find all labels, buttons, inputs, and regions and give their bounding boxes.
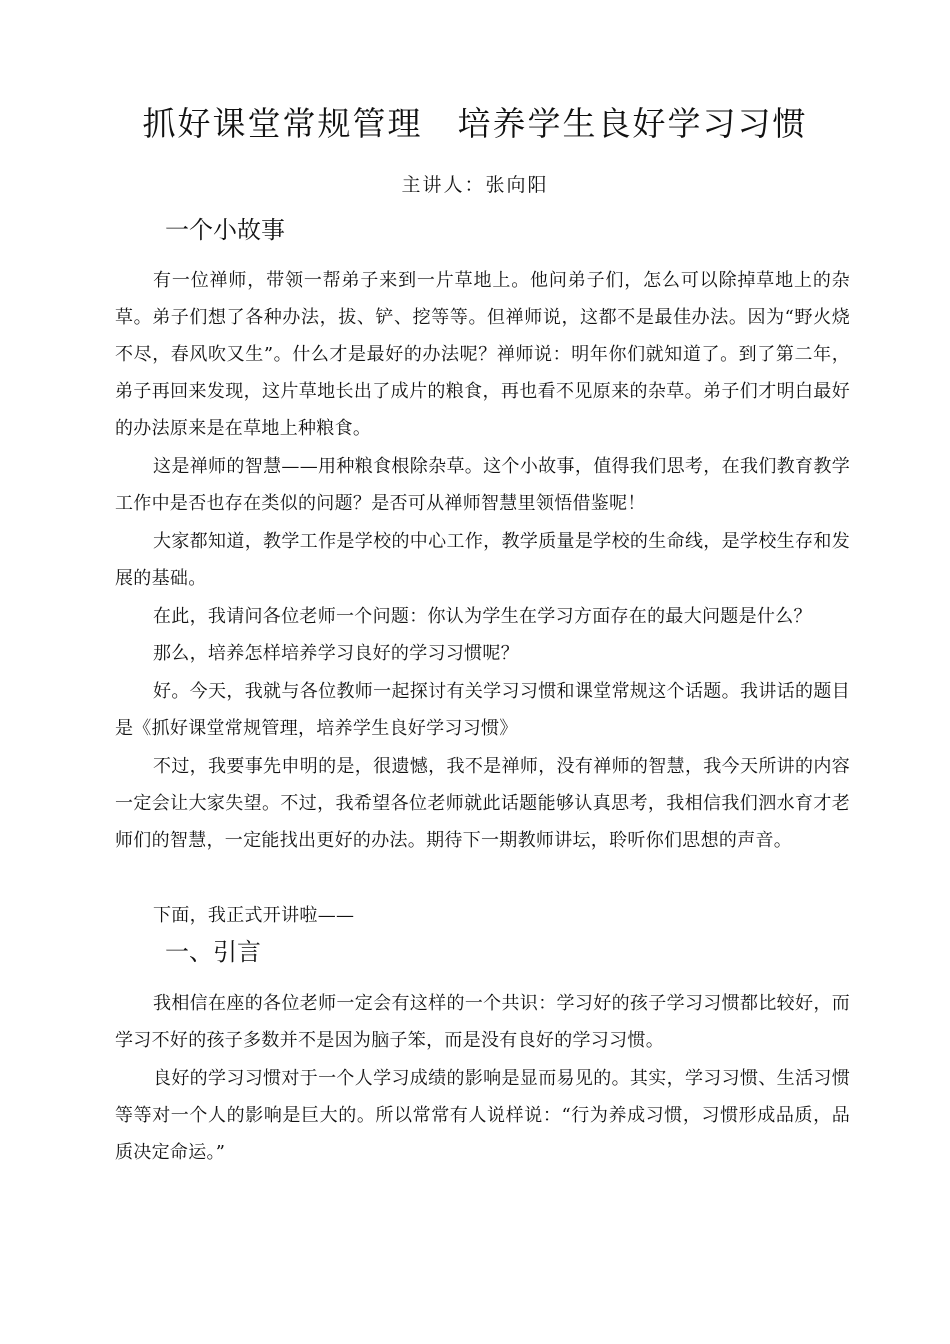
wisdom-paragraph: 这是禅师的智慧——用种粮食根除杂草。这个小故事，值得我们思考，在我们教育教学工作中是否也存在类似的问题？是否可从禅师智慧里领悟借鉴呢！ [115, 456, 850, 514]
consensus-paragraph: 我相信在座的各位老师一定会有这样的一个共识：学习好的孩子学习习惯都比较好，而学习不好的孩子多数并不是因为脑子笨，而是没有良好的学习习惯。 [115, 993, 850, 1051]
topic-paragraph: 好。今天，我就与各位教师一起探讨有关学习习惯和课堂常规这个话题。我讲话的题目是《抓好课堂常规管理，培养学生良好学习习惯》 [115, 681, 850, 739]
story-paragraph: 有一位禅师，带领一帮弟子来到一片草地上。他问弟子们，怎么可以除掉草地上的杂草。弟子们想了各种办法，拔、铲、挖等等。但禅师说，这都不是最佳办法。因为“野火烧不尽，春风吹又生”。什么才是最好的办法呢？禅师说：明年你们就知道了。到了第二年，弟子再回来发现，这片草地长出了成片的粮食，再也看不见原来的杂草。弟子们才明白最好的办法原来是在草地上种粮食。 [115, 270, 850, 439]
document-title: 抓好课堂常规管理 培养学生良好学习习惯 [142, 104, 808, 143]
habit-question-paragraph: 那么，培养怎样培养学习良好的学习习惯呢？ [153, 643, 519, 664]
teaching-paragraph: 大家都知道，教学工作是学校的中心工作，教学质量是学校的生命线，是学校生存和发展的基础。 [115, 531, 850, 589]
question-paragraph: 在此，我请问各位老师一个问题：你认为学生在学习方面存在的最大问题是什么？ [153, 606, 812, 627]
section-heading-story: 一个小故事 [165, 216, 285, 244]
start-paragraph: 下面，我正式开讲啦—— [153, 905, 355, 926]
disclaimer-paragraph: 不过，我要事先申明的是，很遗憾，我不是禅师，没有禅师的智慧，我今天所讲的内容一定会让大家失望。不过，我希望各位老师就此话题能够认真思考，我相信我们泗水育才老师们的智慧，一定能找出更好的办法。期待下一期教师讲坛，聆听你们思想的声音。 [115, 756, 850, 851]
speaker-line: 主讲人：张向阳 [401, 174, 549, 196]
section-heading-introduction: 一、引言 [165, 938, 261, 966]
impact-paragraph: 良好的学习习惯对于一个人学习成绩的影响是显而易见的。其实，学习习惯、生活习惯等等对一个人的影响是巨大的。所以常常有人说样说：“行为养成习惯，习惯形成品质，品质决定命运。” [115, 1068, 850, 1163]
